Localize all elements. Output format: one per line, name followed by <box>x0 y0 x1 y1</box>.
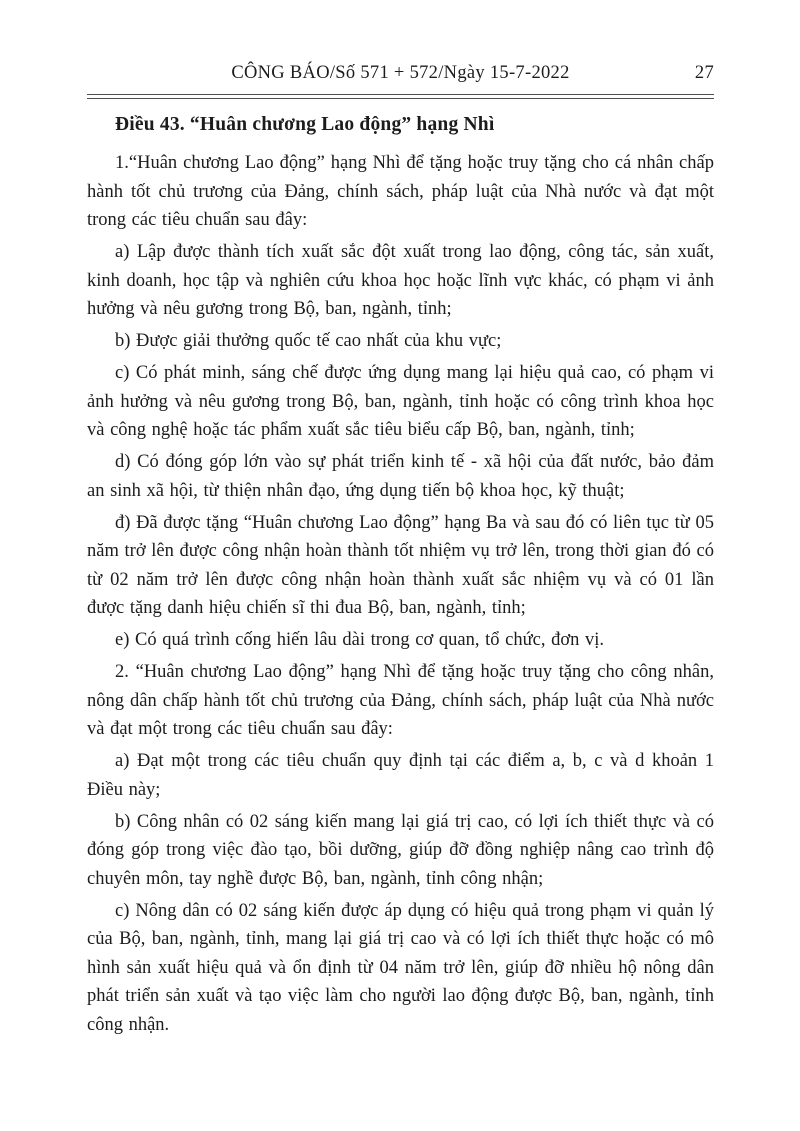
article-section <box>87 111 714 1039</box>
body-paragraph: 2. “Huân chương Lao động” hạng Nhì để tặng hoặc truy tặng cho công nhân, nông dân chấp hành tốt chủ trương của Đảng, chính sách, pháp luật của Nhà nước và đạt một trong các tiêu chuẩn sau đây: <box>87 662 714 739</box>
article-title: Điều 43. “Huân chương Lao động” hạng Nhì <box>115 114 495 135</box>
page-header <box>87 0 714 99</box>
body-paragraph: c) Có phát minh, sáng chế được ứng dụng mang lại hiệu quả cao, có phạm vi ảnh hưởng và nêu gương trong Bộ, ban, ngành, tỉnh hoặc có công trình khoa học và công nghệ hoặc tác phẩm xuất sắc tiêu biểu cấp Bộ, ban, ngành, tỉnh; <box>87 363 714 440</box>
body-paragraph: d) Có đóng góp lớn vào sự phát triển kinh tế - xã hội của đất nước, bảo đảm an sinh xã hội, từ thiện nhân đạo, ứng dụng tiến bộ khoa học, kỹ thuật; <box>87 452 714 501</box>
gazette-header-title: CÔNG BÁO/Số 571 + 572/Ngày 15-7-2022 <box>231 63 570 83</box>
body-paragraph: b) Được giải thưởng quốc tế cao nhất của khu vực; <box>115 331 502 351</box>
page-number: 27 <box>694 63 714 83</box>
body-paragraph: 1.“Huân chương Lao động” hạng Nhì để tặng hoặc truy tặng cho cá nhân chấp hành tốt chủ trương của Đảng, chính sách, pháp luật của Nhà nước và đạt một trong các tiêu chuẩn sau đây: <box>87 153 714 230</box>
article-body <box>87 149 714 1039</box>
body-paragraph: đ) Đã được tặng “Huân chương Lao động” hạng Ba và sau đó có liên tục từ 05 năm trở lên được công nhận hoàn thành tốt nhiệm vụ trở lên, trong thời gian đó có từ 02 năm trở lên được công nhận hoàn thành xuất sắc nhiệm vụ và có 01 lần được tặng danh hiệu chiến sĩ thi đua Bộ, ban, ngành, tỉnh; <box>87 512 714 618</box>
body-paragraph: a) Lập được thành tích xuất sắc đột xuất trong lao động, công tác, sản xuất, kinh doanh, học tập và nghiên cứu khoa học hoặc lĩnh vực khác, có phạm vi ảnh hưởng và nêu gương trong Bộ, ban, ngành, tỉnh; <box>87 242 714 319</box>
body-paragraph: c) Nông dân có 02 sáng kiến được áp dụng có hiệu quả trong phạm vi quản lý của Bộ, ban, ngành, tỉnh, mang lại giá trị cao và có lợi ích thiết thực hoặc có mô hình sản xuất hiệu quả và ổn định từ 04 năm trở lên, giúp đỡ nhiều hộ nông dân phát triển sản xuất và tạo việc làm cho người lao động được Bộ, ban, ngành, tỉnh công nhận. <box>87 900 714 1035</box>
body-paragraph: e) Có quá trình cống hiến lâu dài trong cơ quan, tổ chức, đơn vị. <box>115 630 605 650</box>
body-paragraph: a) Đạt một trong các tiêu chuẩn quy định tại các điểm a, b, c và d khoản 1 Điều này; <box>87 751 714 800</box>
header-double-rule <box>87 94 714 99</box>
body-paragraph: b) Công nhân có 02 sáng kiến mang lại giá trị cao, có lợi ích thiết thực và có đóng góp trong việc đào tạo, bồi dưỡng, giúp đỡ đồng nghiệp nâng cao trình độ chuyên môn, tay nghề được Bộ, ban, ngành, tỉnh công nhận; <box>87 811 714 889</box>
